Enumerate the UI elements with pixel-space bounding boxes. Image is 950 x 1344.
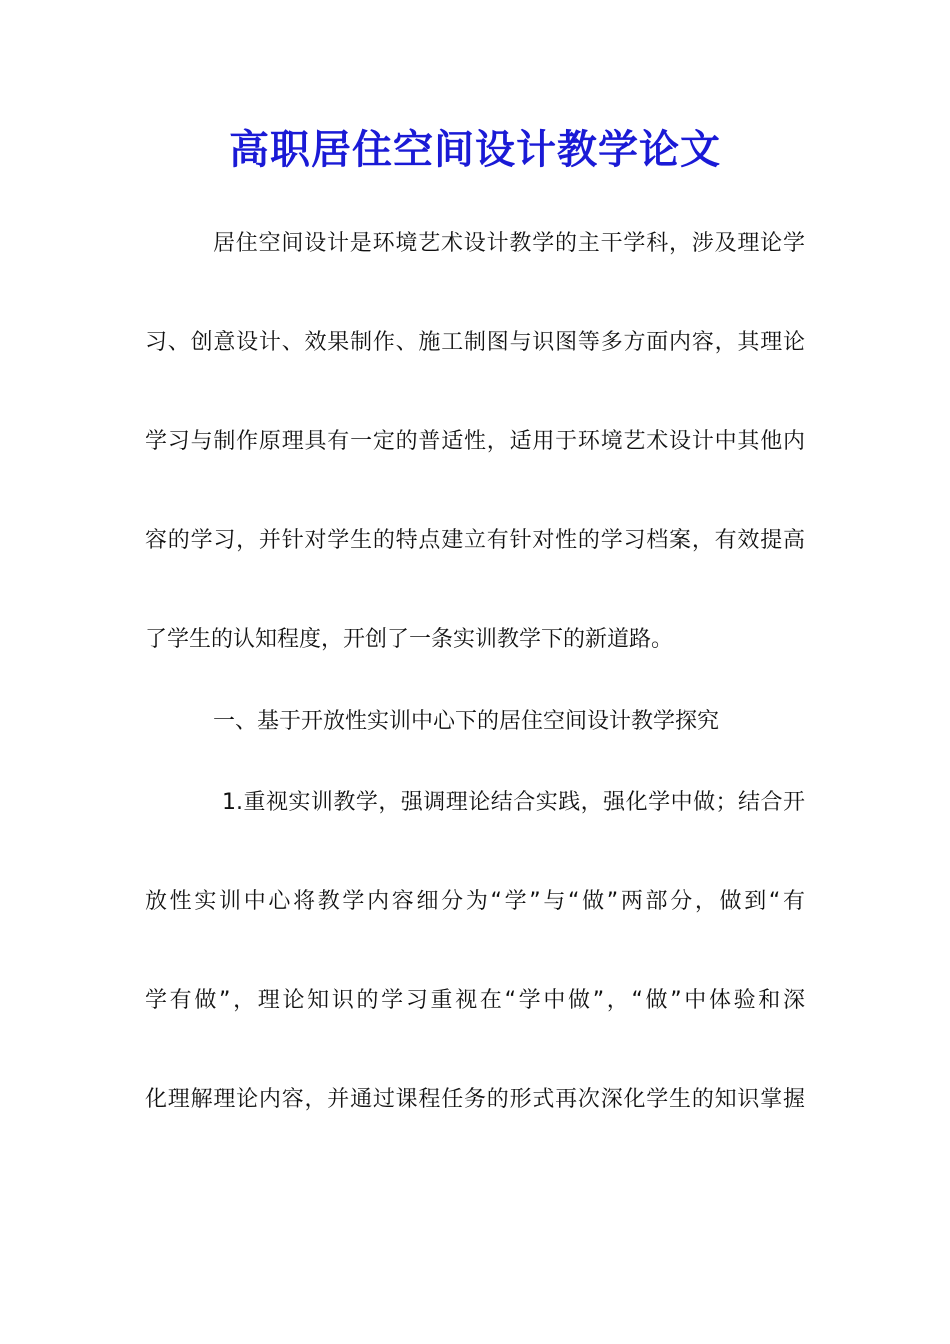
- paragraph-line: 了学生的认知程度，开创了一条实训教学下的新道路。: [145, 627, 674, 652]
- paragraph-line: 1.重视实训教学，强调理论结合实践，强化学中做；结合开: [222, 790, 805, 815]
- document-title: 高职居住空间设计教学论文: [229, 126, 721, 173]
- paragraph-line: 化理解理论内容，并通过课程任务的形式再次深化学生的知识掌握: [145, 1087, 805, 1112]
- paragraph-line: 居住空间设计是环境艺术设计教学的主干学科，涉及理论学: [213, 231, 805, 256]
- section-heading: 一、基于开放性实训中心下的居住空间设计教学探究: [213, 709, 720, 734]
- paragraph-line: 学习与制作原理具有一定的普适性，适用于环境艺术设计中其他内: [145, 429, 805, 454]
- paragraph-line: 放性实训中心将教学内容细分为“学”与“做”两部分，做到“有: [145, 889, 805, 914]
- paragraph-line: 学有做”，理论知识的学习重视在“学中做”，“做”中体验和深: [145, 988, 805, 1013]
- paragraph-line: 习、创意设计、效果制作、施工制图与识图等多方面内容，其理论: [145, 330, 805, 355]
- paragraph-line: 容的学习，并针对学生的特点建立有针对性的学习档案，有效提高: [145, 528, 805, 553]
